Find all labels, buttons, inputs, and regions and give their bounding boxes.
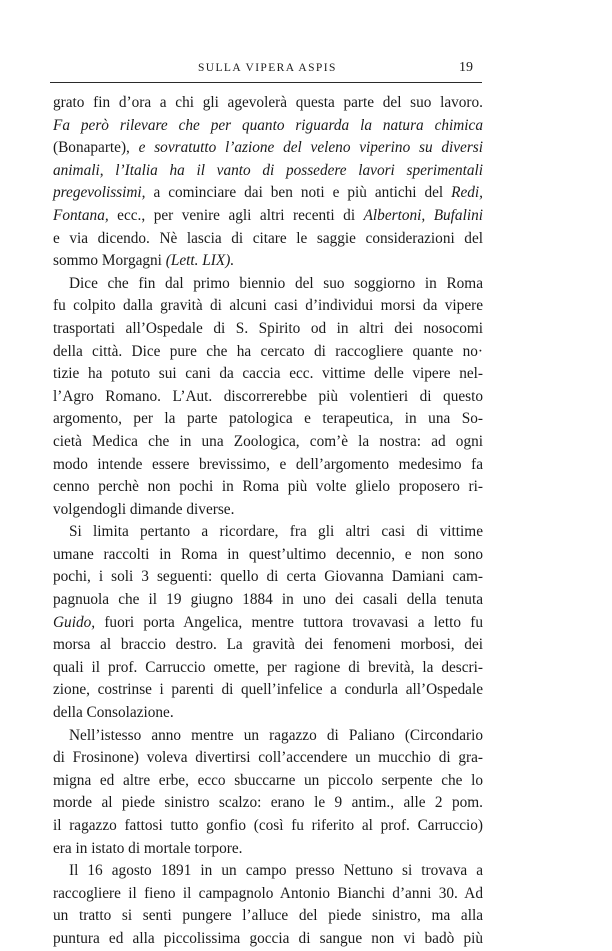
text-segment: quali il prof. Carruccio omette, per ragione di brevità, la descri- (53, 658, 483, 676)
text-line (53, 137, 483, 160)
text-line (53, 205, 483, 228)
text-line (53, 838, 483, 861)
text-segment: fu colpito dalla gravità di alcuni casi d’individui morsi da vipere (53, 297, 483, 315)
text-segment: (Bonaparte), (53, 139, 139, 157)
text-segment: un tratto si senti pungere l’alluce del piede sinistro, ma alla (53, 907, 483, 925)
text-line (53, 747, 483, 770)
text-line (53, 160, 483, 183)
text-segment: il ragazzo fattosi tutto gonfio (così fu riferito al prof. Carruccio) (53, 817, 483, 834)
italic-text: Fa però rilevare che per quanto riguarda la natura chimica (53, 116, 483, 134)
italic-text: e sovratutto l’azione del veleno viperino su diversi (138, 139, 483, 157)
text-line (53, 363, 483, 386)
running-title: SULLA VIPERA ASPIS (198, 62, 337, 74)
text-segment: argomento, per la parte patologica e terapeutica, in una So- (53, 410, 483, 428)
text-line (53, 431, 483, 454)
text-segment: fuori porta Angelica, mentre tuttora trovavasi a letto fu (95, 613, 483, 631)
text-segment: Dice che fin dal primo biennio del suo soggiorno in Roma (69, 274, 483, 292)
text-line (53, 228, 483, 251)
header-rule (50, 82, 482, 83)
text-segment: a cominciare dai ben noti e più antichi del (145, 184, 452, 202)
italic-text: pregevolissimi, (53, 184, 146, 202)
text-line (53, 454, 483, 477)
text-line (53, 589, 483, 612)
text-segment: umane raccolti in Roma in quest’ultimo decennio, e non sono (53, 545, 483, 563)
body-text (53, 92, 483, 951)
text-line (53, 566, 483, 589)
text-segment: morsa al braccio destro. La gravità dei fenomeni morbosi, dei (53, 636, 483, 654)
italic-text: Redi, (451, 184, 483, 202)
text-line (53, 544, 483, 567)
page-number: 19 (459, 60, 473, 75)
text-line (53, 770, 483, 793)
text-segment: volgendogli dimande diverse. (53, 500, 235, 518)
text-segment: puntura ed alla piccolissima goccia di sangue non vi badò più (53, 929, 483, 947)
italic-text: Albertoni, Bufalini (363, 206, 483, 224)
text-line (53, 815, 483, 838)
text-segment: di Frosinone) voleva divertirsi coll’accendere un mucchio di gra- (53, 749, 483, 767)
italic-text: Guido, (53, 613, 96, 631)
text-segment: era in istato di mortale torpore. (53, 839, 243, 857)
text-line (53, 182, 483, 205)
text-line (53, 860, 483, 883)
text-line (53, 115, 483, 138)
text-line (53, 521, 483, 544)
text-segment: e via dicendo. Nè lascia di citare le saggie considerazioni del (53, 229, 483, 247)
text-segment: tizie ha potuto sui cani da caccia ecc. vittime delle vipere nel- (53, 365, 483, 383)
text-line (53, 476, 483, 499)
italic-text: animali, l’Italia ha il vanto di possedere lavori sperimentali (53, 161, 483, 179)
italic-text: Fontana, (53, 206, 109, 224)
text-segment: grato fin d’ora a chi gli agevolerà questa parte del suo lavoro. (53, 94, 483, 111)
text-segment: sommo Morgagni (53, 252, 166, 270)
text-line (53, 679, 483, 702)
text-segment: l’Agro Romano. L’Aut. discorrerebbe più volentieri di questo (53, 387, 483, 405)
text-segment: pagnuola che il 19 giugno 1884 in uno dei casali della tenuta (53, 591, 483, 609)
text-segment: della città. Dice pure che ha cercato di raccogliere quante no· (53, 342, 483, 360)
text-line (53, 702, 483, 725)
text-line (53, 273, 483, 296)
text-segment: trasportati all’Ospedale di S. Spirito od in altri dei nosocomi (53, 319, 483, 337)
text-segment: modo intende essere brevissimo, e dell’argomento medesimo fa (53, 455, 483, 473)
text-line (53, 408, 483, 431)
text-line (53, 725, 483, 748)
text-line (53, 341, 483, 364)
text-segment: cietà Medica che in una Zoologica, com’è la nostra: ad ogni (53, 432, 483, 450)
text-line (53, 634, 483, 657)
text-line (53, 499, 483, 522)
page-header (50, 60, 480, 80)
text-line (53, 386, 483, 409)
text-line (53, 250, 483, 273)
italic-text: (Lett. LIX). (165, 252, 235, 270)
text-line (53, 318, 483, 341)
text-segment: Il 16 agosto 1891 in un campo presso Nettuno si trovava a (69, 862, 483, 880)
text-segment: pochi, i soli 3 seguenti: quello di certa Giovanna Damiani cam- (53, 568, 483, 586)
text-line (53, 928, 483, 951)
text-line (53, 792, 483, 815)
text-segment: Nell’istesso anno mentre un ragazzo di Paliano (Circondario (69, 726, 483, 744)
text-segment: migna ed altre erbe, ecco sbuccarne un piccolo serpente che lo (53, 771, 483, 789)
text-line (53, 905, 483, 928)
text-segment: Si limita pertanto a ricordare, fra gli altri casi di vittime (69, 523, 483, 541)
text-line (53, 612, 483, 635)
text-line (53, 883, 483, 906)
text-line (53, 295, 483, 318)
text-segment: cenno perchè non pochi in Roma più volte glielo proposero ri- (53, 478, 483, 496)
text-segment: zione, costrinse i parenti di quell’infelice a condurla all’Ospedale (53, 681, 483, 699)
text-segment: raccogliere il fieno il campagnolo Antonio Bianchi d’anni 30. Ad (53, 884, 483, 902)
text-segment: ecc., per venire agli altri recenti di (108, 206, 364, 224)
text-segment: della Consolazione. (53, 704, 174, 722)
text-line (53, 92, 483, 115)
text-line (53, 657, 483, 680)
text-segment: morde al piede sinistro scalzo: erano le 9 antim., alle 2 pom. (53, 794, 483, 812)
